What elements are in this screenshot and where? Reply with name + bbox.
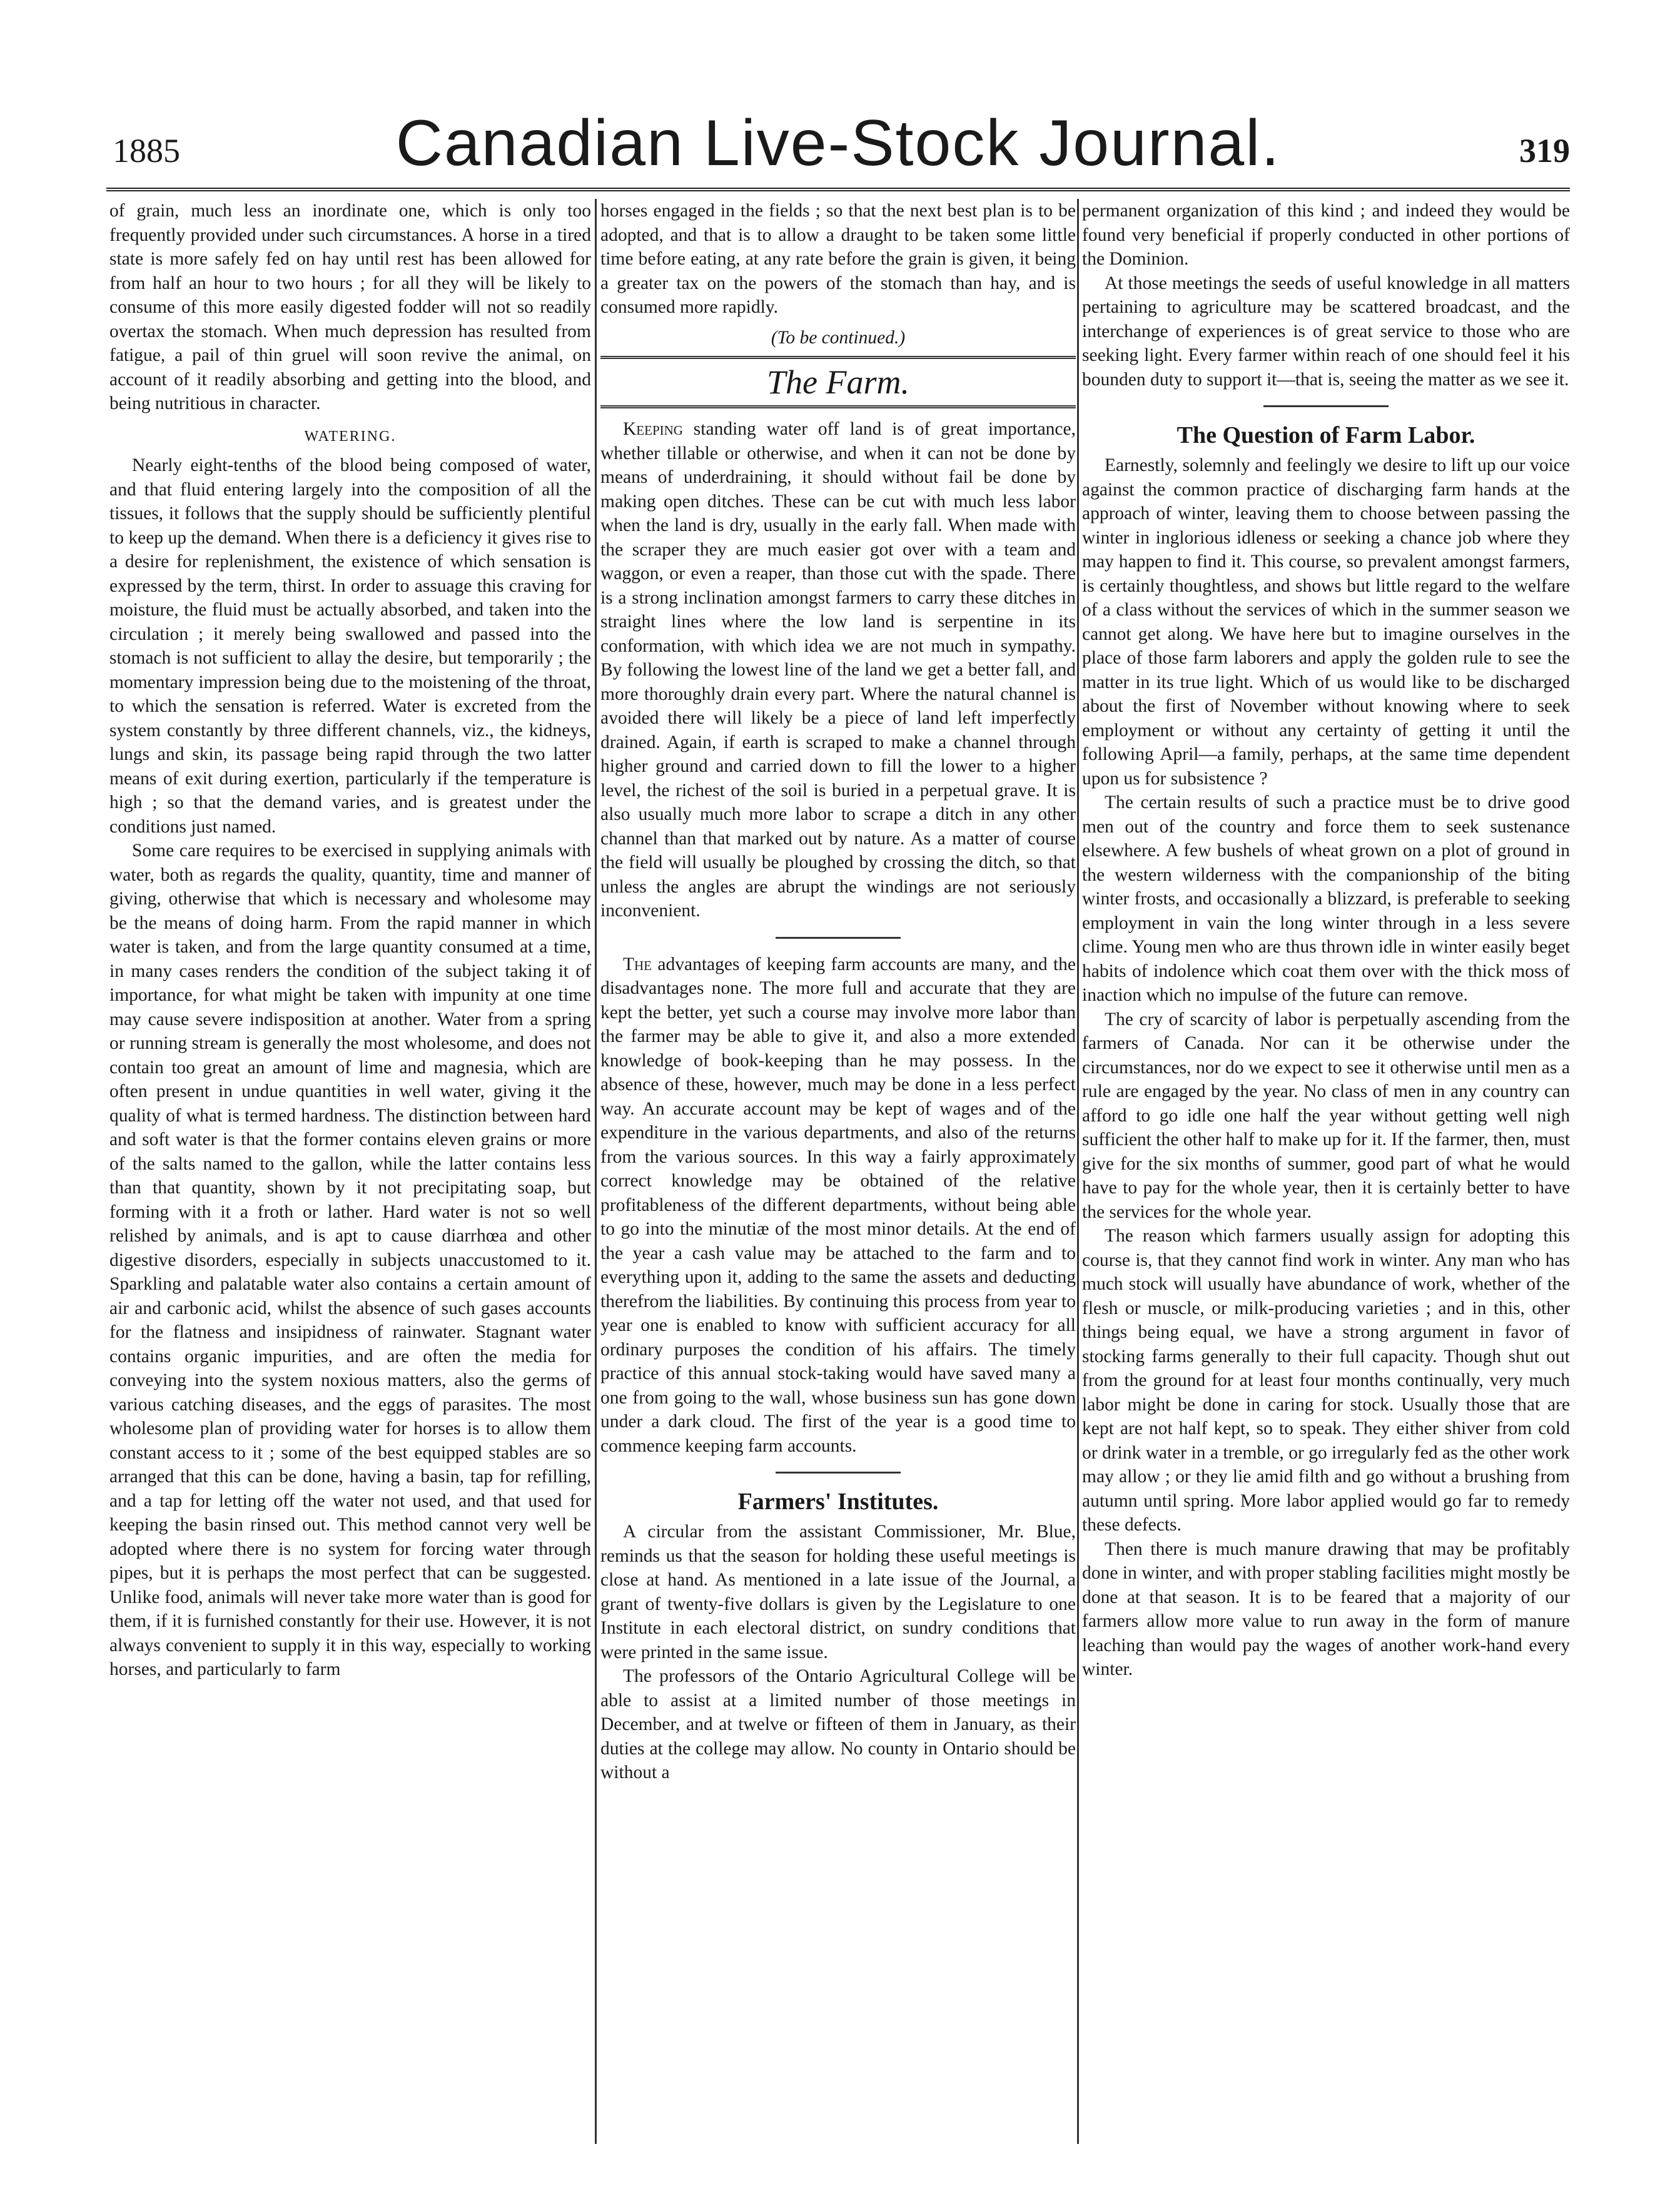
column-2: [600, 199, 1076, 2150]
header-rule: [106, 188, 1570, 191]
paragraph: of grain, much less an inordinate one, which is only too frequently provided under such circumstances. A horse in a tired state is more safely fed on hay until rest has been allowed for from half an hour to two hours ; for all they will be likely to consume of this more easily digested fodder will not so readily overtax the stomach. When much depression has resulted from fatigue, a pail of thin gruel will soon revive the animal, on account of it readily absorbing and getting into the blood, and being nutritious in character.: [109, 201, 591, 413]
paragraph: The certain results of such a practice must be to drive good men out of the country and force them to seek sustenance elsewhere. A few bushels of wheat grown on a plot of ground in the western wilderness with the companionship of the biting winter frosts, and occasionally a blizzard, is preferable to seeking employment in vain the long winter through in a less severe clime. Young men who are thus thrown idle in winter easily beget habits of indolence which coat them over with the thick moss of inaction which no impulse of the future can remove.: [1082, 792, 1570, 1005]
paragraph: A circular from the assistant Commissioner, Mr. Blue, reminds us that the season for holding these useful meetings is close at hand. As mentioned in a late issue of the Journal, a grant of twenty-five dollars is given by the Legislature to one Institute in each electoral district, on sundry conditions that were printed in the same issue.: [600, 1522, 1076, 1662]
paragraph: The reason which farmers usually assign for adopting this course is, that they cannot find work in winter. Any man who has much stock will usually have abundance of work, whether of the flesh or muscle, or milk-producing varieties ; and in this, other things being equal, we have a strong argument in favor of stocking farms generally to their full capacity. Though shut out from the ground for at least four months continually, very much labor might be done in caring for stock. Usually those that are kept are not half kept, so to speak. They either shiver from cold or drink water in a tremble, or go irregularly fed as the other work may allow ; or they lie amid filth and go without a brushing from autumn until spring. More labor applied would go far to remedy these defects.: [1082, 1226, 1570, 1535]
to-be-continued: (To be continued.): [771, 327, 906, 348]
paragraph: permanent organization of this kind ; and indeed they would be found very beneficial if properly conducted in other portions of the Dominion.: [1082, 201, 1570, 269]
separator: [1263, 405, 1389, 407]
column-divider: [595, 199, 597, 2144]
paragraph-body: standing water off land is of great importance, whether tillable or otherwise, and when it can not be done by means of underdraining, it should without fail be done by making open ditches. These can be cut with much less labor when the land is dry, usually in the early fall. When made with the scraper they are much easier got over with a team and waggon, or even a reaper, than those cut with the spade. There is a strong inclination amongst farmers to carry these ditches in straight lines where the low land is serpentine in its conformation, with which idea we are not much in sympathy. By following the lowest line of the land we get a better fall, and more thoroughly drain every part. Where the natural channel is avoided there will likely be a piece of land left imperfectly drained. Again, if earth is scraped to make a channel through higher ground and carried down to fill the lower to a higher level, the richest of the soil is buried in a perpetual grave. It is also usually much more labor to scrape a ditch in any other channel than that marked out by nature. As a matter of course the field will usually be ploughed by crossing the ditch, so that unless the angles are abrupt the windings are not seriously inconvenient.: [600, 419, 1076, 921]
header-year: 1885: [113, 132, 180, 169]
column-3: [1082, 199, 1570, 2150]
paragraph: At those meetings the seeds of useful knowledge in all matters pertaining to agriculture may be scattered broadcast, and the interchange of experiences is of great service to those who are seeking light. Every farmer within reach of one should feel it his bounden duty to support it—that is, seeing the matter as we see it.: [1082, 273, 1570, 390]
separator: [776, 1472, 901, 1474]
lead-word: Keeping: [623, 419, 683, 439]
paragraph: The cry of scarcity of labor is perpetually ascending from the farmers of Canada. Nor can it be otherwise under the circumstances, nor do we expect to see it otherwise until men as a rule are engaged by the year. No class of men in any country can afford to go idle one half the year without getting well nigh sufficient the other half to make up for it. If the farmer, then, must give for the six months of summer, good part of what he would have to pay for the whole year, then it is certainly better to have the services for the whole year.: [1082, 1009, 1570, 1222]
page-number: 319: [1519, 132, 1570, 169]
paragraph: The professors of the Ontario Agricultural College will be able to assist at a limited number of those meetings in December, and at twelve or fifteen of them in January, as their duties at the college may allow. No county in Ontario should be without a: [600, 1666, 1076, 1782]
paragraph-body: advantages of keeping farm accounts are many, and the disadvantages none. The more full and accurate that they are kept the better, yet such a course may involve more labor than the farmer may be able to give it, and also a more extended knowledge of book-keeping than he may possess. In the absence of these, however, much may be done in a less perfect way. An accurate account may be kept of wages and of the expenditure in the various departments, and also of the returns from the various sources. In this way a fairly approximately correct knowledge may be obtained of the relative profitableness of the different departments, without being able to go into the minutiæ of the most minor details. At the end of the year a cash value may be attached to the farm and to everything upon it, adding to the same the assets and deducting therefrom the liabilities. By continuing this process from year to year one is enabled to know with sufficient accuracy for all ordinary purposes the condition of his affairs. The timely practice of this annual stock-taking would have saved many a one from going to the wall, whose business sun has gone down under a dark cloud. The first of the year is a good time to commence keeping farm accounts.: [600, 954, 1076, 1456]
section-title-the-farm: The Farm.: [600, 356, 1076, 408]
paragraph: Nearly eight-tenths of the blood being composed of water, and that fluid entering largely into the composition of all the tissues, it follows that the supply should be sufficiently plentiful to keep up the demand. When there is a deficiency it gives rise to a desire for replenishment, the existence of which sensation is expressed by the term, thirst. In order to assuage this craving for moisture, the fluid must be actually absorbed, and taken into the circulation ; it merely being swallowed and passed into the stomach is not sufficient to allay the desire, but temporarily ; the momentary impression being due to the moistening of the throat, to which the sensation is referred. Water is excreted from the system constantly by three different channels, viz., the kidneys, lungs and skin, its passage being rapid through the two latter means of exit during exertion, particularly if the temperature is high ; so that the demand varies, and is greatest under the conditions just named.: [109, 455, 591, 837]
paragraph: Then there is much manure drawing that may be profitably done in winter, and with proper stabling facilities might mostly be done at that season. It is to be feared that a majority of our farmers allow more value to run away in the form of manure leaching than would pay the wages of another work-hand every winter.: [1082, 1539, 1570, 1679]
paragraph: Some care requires to be exercised in supplying animals with water, both as regards the quality, quantity, time and manner of giving, otherwise that which is necessary and wholesome may be the means of doing harm. From the rapid manner in which water is taken, and from the large quantity consumed at a time, in many cases renders the condition of the subject taking it of importance, for what might be taken with impunity at one time may cause severe indisposition at another. Water from a spring or running stream is generally the most wholesome, and does not contain too great an amount of lime and magnesia, which are often present in undue quantities in well water, giving it the quality of what is termed hardness. The distinction between hard and soft water is that the former contains eleven grains or more of the salts named to the gallon, while the latter contains less than that quantity, shown by it not precipitating soap, but forming with it a froth or lather. Hard water is not so well relished by animals, and is apt to cause diarrhœa and other digestive disorders, especially in subjects unaccustomed to it. Sparkling and palatable water also contains a certain amount of air and carbonic acid, whilst the absence of such gases accounts for the flatness and insipidness of rainwater. Stagnant water contains organic impurities, and are often the media for conveying into the system noxious matters, also the germs of various catching diseases, and the eggs of parasites. The most wholesome plan of providing water for horses is to allow them constant access to it ; some of the best equipped stables are so arranged that this can be done, having a basin, tap for refilling, and a tap for letting off the water not used, and that used for keeping the basin rinsed out. This method cannot very well be adopted where there is no system for forcing water through pipes, but it is perhaps the most perfect that can be suggested. Unlike food, animals will never take more water than is good for them, if it is furnished constantly for their use. However, it is not always convenient to supply it in this way, especially to working horses, and particularly to farm: [109, 841, 591, 1679]
column-divider: [1077, 199, 1079, 2144]
paragraph: horses engaged in the fields ; so that the next best plan is to be adopted, and that is to allow a draught to be taken some little time before eating, at any rate before the grain is given, it being a greater tax on the powers of the stomach than hay, and is consumed more rapidly.: [600, 201, 1076, 317]
separator: [776, 937, 901, 939]
lead-word: The: [623, 954, 652, 974]
heading-farmers-institutes: Farmers' Institutes.: [737, 1489, 939, 1515]
paragraph: [600, 417, 1076, 923]
page-header: [106, 106, 1570, 188]
heading-farm-labor: The Question of Farm Labor.: [1177, 422, 1475, 448]
column-1: [109, 199, 591, 2150]
paragraph: [600, 953, 1076, 1458]
paragraph: Earnestly, solemnly and feelingly we desire to lift up our voice against the common practice of discharging farm hands at the approach of winter, leaving them to choose between passing the winter in inglorious idleness or seeking a chance job where they may happen to find it. This course, so prevalent amongst farmers, is certainly thoughtless, and shows but little regard to the welfare of a class without the services of which in the summer season we cannot get along. We have here but to imagine ourselves in the place of those farm laborers and apply the golden rule to see the matter in its true light. Which of us would like to be discharged about the first of November without knowing where to seek employment or without any certainty of getting it until the following April—a family, perhaps, at the same time dependent upon us for subsistence ?: [1082, 455, 1570, 789]
journal-title: Canadian Live-Stock Journal.: [395, 107, 1281, 179]
subheading-watering: WATERING.: [304, 428, 397, 445]
